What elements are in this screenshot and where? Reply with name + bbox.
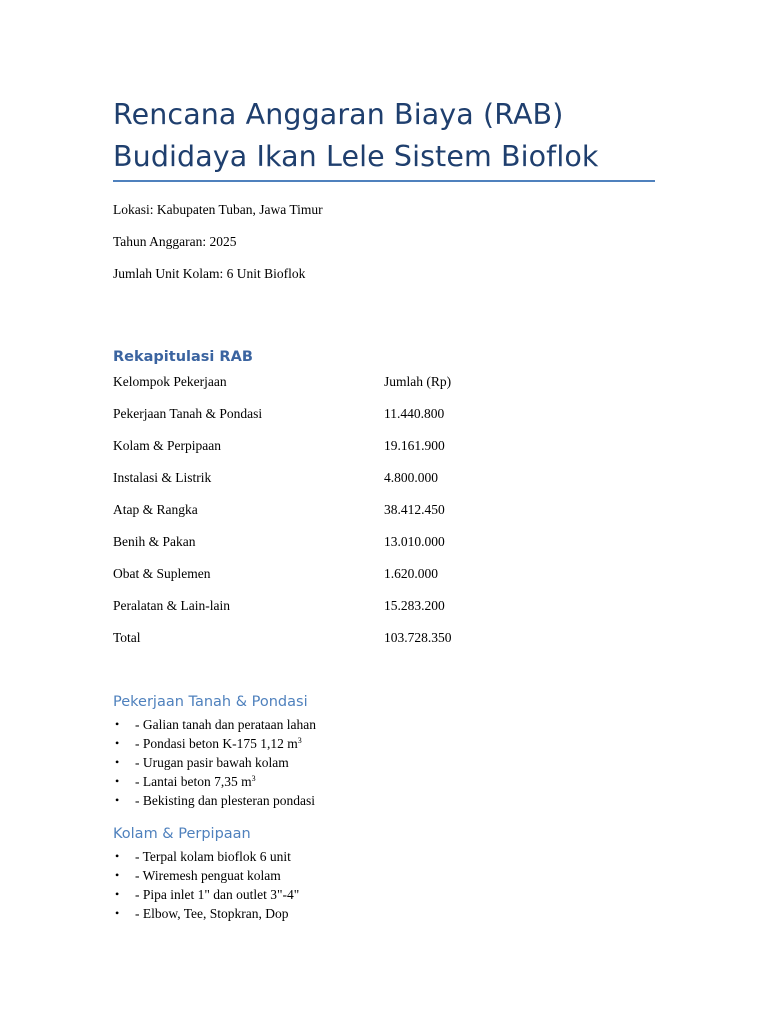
rekap-row <box>113 470 533 490</box>
list-item: • - Lantai beton 7,35 $m^3$ <box>115 774 256 789</box>
rekap-row-label: Peralatan & Lain-lain <box>113 598 230 613</box>
list-item: • - Pipa inlet 1" dan outlet 3"-4" <box>115 887 300 902</box>
rekap-row <box>113 502 533 522</box>
rekap-total-label: Total <box>113 630 141 645</box>
rekap-row-label: Obat & Suplemen <box>113 566 211 581</box>
rekap-row-label: Instalasi & Listrik <box>113 470 212 485</box>
rekap-row <box>113 598 533 618</box>
rekap-row-amount: 13.010.000 <box>384 534 445 549</box>
rekap-heading: Rekapitulasi RAB <box>113 349 253 365</box>
info-jumlah-unit: Jumlah Unit Kolam: 6 Unit Bioflok <box>113 266 306 281</box>
list-kolam <box>113 847 299 923</box>
list-item: • - Bekisting dan plesteran pondasi <box>115 793 315 808</box>
bullet-icon: • <box>115 849 120 863</box>
list-pekerjaan-tanah <box>113 715 316 810</box>
rekap-row-amount: 1.620.000 <box>384 566 438 581</box>
list-item: • - Pondasi beton K-175 1,12 $m^3$ <box>115 736 302 751</box>
bullet-icon: • <box>115 793 120 807</box>
section-heading-pekerjaan-tanah: Pekerjaan Tanah & Pondasi <box>113 694 308 710</box>
list-item: • - Wiremesh penguat kolam <box>115 868 281 883</box>
document-title <box>113 94 673 178</box>
section-heading-kolam: Kolam & Perpipaan <box>113 826 251 842</box>
bullet-icon: • <box>115 887 120 901</box>
rekap-row-label: Pekerjaan Tanah & Pondasi <box>113 406 263 421</box>
rekap-header-col2: Jumlah (Rp) <box>384 374 452 389</box>
rekap-row-label: Benih & Pakan <box>113 534 196 549</box>
rekap-row <box>113 406 533 426</box>
bullet-icon: • <box>115 717 120 731</box>
rekap-row-label: Kolam & Perpipaan <box>113 438 221 453</box>
bullet-icon: • <box>115 868 120 882</box>
rekap-row <box>113 566 533 586</box>
rekap-row-amount: 4.800.000 <box>384 470 438 485</box>
title-underline <box>113 180 655 182</box>
info-tahun: Tahun Anggaran: 2025 <box>113 234 237 249</box>
rekap-row-amount: 15.283.200 <box>384 598 445 613</box>
rekap-row <box>113 534 533 554</box>
bullet-icon: • <box>115 755 120 769</box>
rekap-row-amount: 11.440.800 <box>384 406 445 421</box>
bullet-icon: • <box>115 906 120 920</box>
title-line-1: Rencana Anggaran Biaya (RAB) <box>113 98 564 131</box>
rekap-total-row <box>113 630 533 650</box>
rekap-row-label: Atap & Rangka <box>113 502 198 517</box>
title-line-2: Budidaya Ikan Lele Sistem Bioflok <box>113 140 599 173</box>
list-item: • - Elbow, Tee, Stopkran, Dop <box>115 906 289 921</box>
rekap-row-amount: 38.412.450 <box>384 502 445 517</box>
info-lokasi: Lokasi: Kabupaten Tuban, Jawa Timur <box>113 202 323 217</box>
rekap-header-col1: Kelompok Pekerjaan <box>113 374 227 389</box>
list-item: • - Urugan pasir bawah kolam <box>115 755 289 770</box>
bullet-icon: • <box>115 774 120 788</box>
rekap-total-amount: 103.728.350 <box>384 630 452 645</box>
list-item: • - Galian tanah dan perataan lahan <box>115 717 317 732</box>
rekap-row <box>113 438 533 458</box>
rekap-header-row <box>113 374 533 394</box>
list-item: • - Terpal kolam bioflok 6 unit <box>115 849 291 864</box>
rekap-row-amount: 19.161.900 <box>384 438 445 453</box>
bullet-icon: • <box>115 736 120 750</box>
